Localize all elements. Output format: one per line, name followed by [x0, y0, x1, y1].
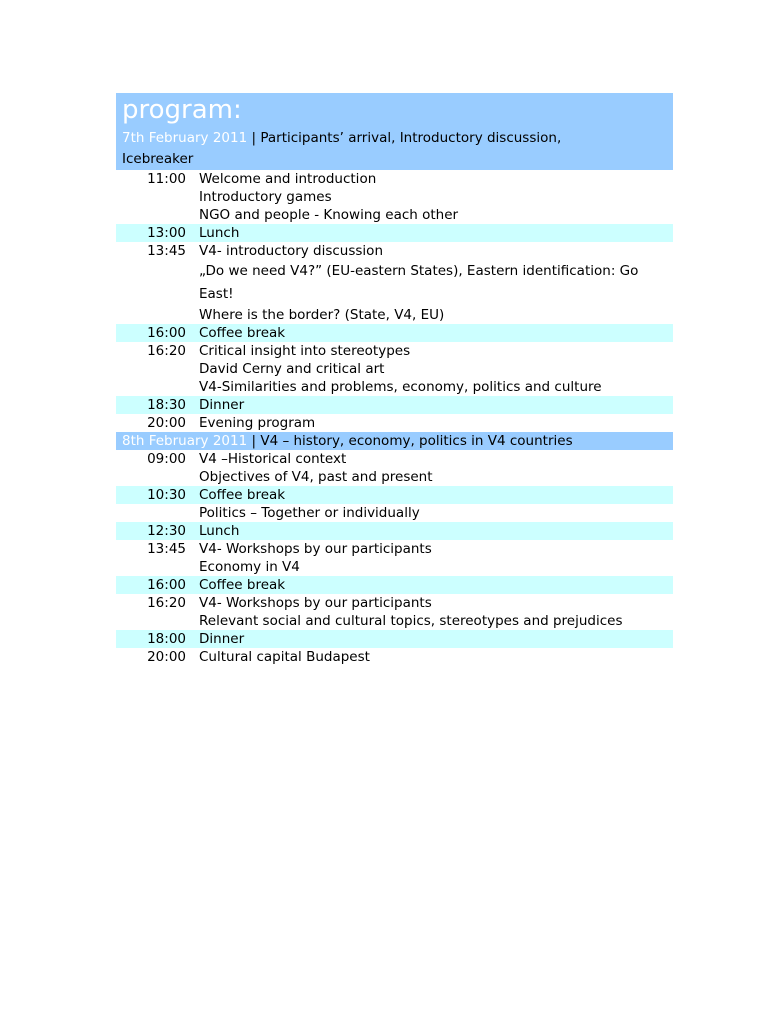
slot-time: 18:30 — [147, 397, 186, 413]
slot-item: V4- Workshops by our participants — [199, 541, 432, 557]
page-title: program: — [122, 95, 242, 125]
slot-time: 13:00 — [147, 225, 186, 241]
slot-item: V4 –Historical context — [199, 451, 347, 467]
slot-time: 13:45 — [147, 541, 186, 557]
schedule-row — [116, 576, 673, 594]
schedule-row — [116, 242, 673, 324]
slot-item: Coffee break — [199, 577, 286, 593]
slot-item: Economy in V4 — [199, 559, 300, 575]
slot-time: 13:45 — [147, 243, 186, 259]
slot-item: Welcome and introduction — [199, 171, 377, 187]
slot-item: Coffee break — [199, 325, 286, 341]
day-2-header — [116, 432, 673, 450]
slot-item: Cultural capital Budapest — [199, 649, 370, 665]
slot-item: Dinner — [199, 397, 245, 413]
slot-time — [116, 504, 199, 522]
schedule-row — [116, 630, 673, 648]
slot-time: 16:00 — [147, 325, 186, 341]
slot-item: „Do we need V4?” (EU-eastern States), Eastern identification: Go — [199, 263, 639, 279]
slot-item: Where is the border? (State, V4, EU) — [199, 307, 445, 323]
schedule-row — [116, 396, 673, 414]
schedule-row — [116, 540, 673, 576]
schedule-row — [116, 170, 673, 224]
slot-time: 16:00 — [147, 577, 186, 593]
slot-item: NGO and people - Knowing each other — [199, 207, 459, 223]
slot-item: Objectives of V4, past and present — [199, 469, 433, 485]
day-2-date: 8th February 2011 — [122, 433, 248, 449]
slot-time: 20:00 — [147, 649, 186, 665]
day-1-date: 7th February 2011 — [122, 130, 248, 146]
slot-item: Introductory games — [199, 189, 332, 205]
schedule-row — [116, 648, 673, 666]
day-2-subject: | V4 – history, economy, politics in V4 countries — [251, 433, 573, 449]
slot-item: V4-Similarities and problems, economy, politics and culture — [199, 379, 602, 395]
slot-item: Coffee break — [199, 487, 286, 503]
slot-item: Politics – Together or individually — [199, 505, 420, 521]
slot-item: Critical insight into stereotypes — [199, 343, 411, 359]
slot-item: David Cerny and critical art — [199, 361, 385, 377]
slot-time: 18:00 — [147, 631, 186, 647]
slot-item: Lunch — [199, 225, 240, 241]
slot-time: 10:30 — [147, 487, 186, 503]
schedule-row — [116, 414, 673, 432]
schedule-row — [116, 450, 673, 486]
slot-time: 16:20 — [147, 595, 186, 611]
slot-time: 09:00 — [147, 451, 186, 467]
slot-item: Evening program — [199, 415, 316, 431]
schedule-row — [116, 486, 673, 504]
title-block — [116, 93, 673, 170]
slot-item: Dinner — [199, 631, 245, 647]
day-1-header — [122, 126, 673, 150]
day-1-subject-cont: Icebreaker — [122, 151, 194, 167]
slot-time: 16:20 — [147, 343, 186, 359]
slot-item: East! — [199, 286, 234, 302]
slot-item: V4- Workshops by our participants — [199, 595, 432, 611]
slot-item: V4- introductory discussion — [199, 243, 383, 259]
schedule-row — [116, 342, 673, 396]
program-sheet — [116, 93, 673, 666]
schedule-row — [116, 504, 673, 522]
slot-item: Lunch — [199, 523, 240, 539]
slot-item: Relevant social and cultural topics, stereotypes and prejudices — [199, 613, 623, 629]
schedule-row — [116, 522, 673, 540]
day-1-subject: | Participants’ arrival, Introductory discussion, — [251, 130, 562, 146]
slot-time: 20:00 — [147, 415, 186, 431]
slot-time: 12:30 — [147, 523, 186, 539]
schedule-row — [116, 594, 673, 630]
schedule-row — [116, 224, 673, 242]
slot-time: 11:00 — [147, 171, 186, 187]
schedule-row — [116, 324, 673, 342]
